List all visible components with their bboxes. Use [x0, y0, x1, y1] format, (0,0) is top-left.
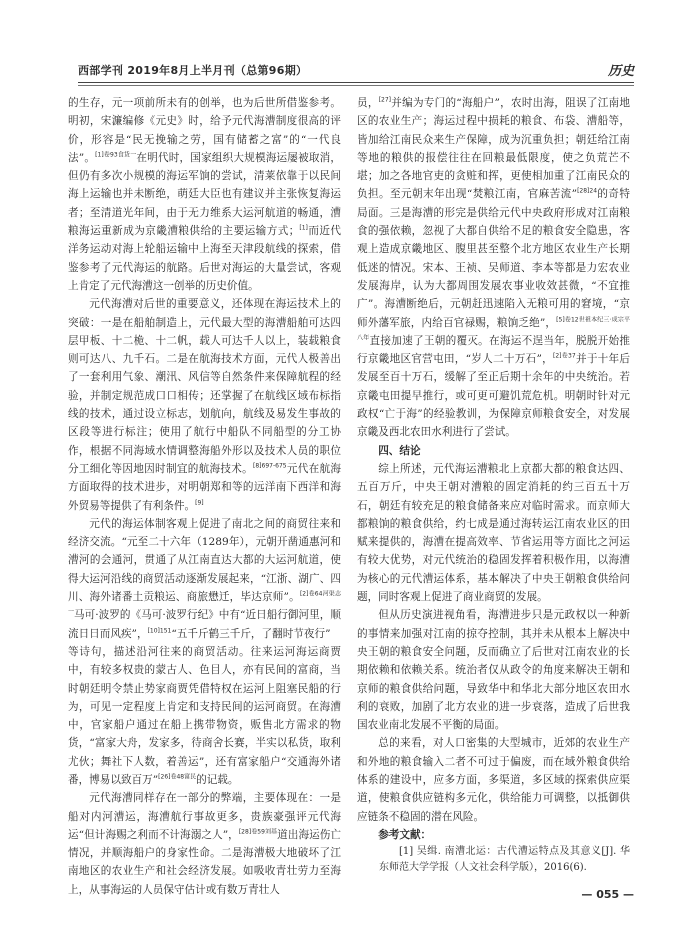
section-title: 历史 — [607, 64, 634, 79]
page-number: — 055 — — [581, 888, 634, 901]
paragraph: 综上所述，元代海运漕粮北上京都大都的粮食达四、五百万斤，中央王朝对漕粮的固定消耗的约三百五十万石，朝廷有较充足的粮食储备来应对临时需求。而京师大都粮饷的粮食供给，约七成是通过海转运江南农业区的田赋来提供的，海漕在提高效率、节省运用等方面比之河运有较大优势，对元代统治的稳固发挥着积极作用，以海漕为核心的元代漕运体系，基本解决了中央王朝粮食供给问题，同时客观上促进了商业商贸的发展。 — [357, 462, 630, 604]
paragraph: 元代海漕同样存在一部分的弊端，主要体现在：一是船对内河漕运，海漕航行事故更多，贵族豪强评元代海运“但计海赐之利而不计海溺之人”，$^{[28]卷59刘基}$道出海运伤亡情况，并顺海船户的身家性命。二是海漕极大地破坏了江南地区的农业生产和社会经济发展。如吸收青壮劳力至海上，从事海运的人员保守估计或有数万青壮人 — [68, 792, 342, 896]
paragraph: 元代的海运体制客观上促进了南北之间的商贸往来和经济交流。“元至二十六年（1289年），元朝开凿通惠河和漕河的会通河，贯通了从江南直达大都的大运河航道，使得大运河沿线的商贸活动逐渐发展起来，“江浙、湖广、四川、海外诸番土贡粮运、商旅懋迁，毕达京师”。$^{[2]卷64河渠志一}$马可·波罗的《马可·波罗行纪》中有“近日船行御河里，顺流日日而风疾”，$^{[10]151}$“五千斤鹤三千斤，了翻时节夜行” — [68, 517, 341, 640]
paragraph: 的生存，元一项前所未有的创举，也为后世所借鉴参考。明初，宋濂编修《元史》时，给予元代海漕制度很高的评价，形容是“民无挽输之劳，国有储蓄之富”的“一代良法”。$^{[1]卷93食货一}$在明代时，国家组织大规模海运屡被取消，但仍有多次小规模的海运军饷的尝试，清莱依靠于以民间海上运输也并未断绝，萌廷大臣也有建议并主张恢复海运者；至清道光年间，由于无力维系大运河航道的畅通，漕粮海运重新成为京畿漕粮供给的主要运输方式；[1]而近代洋务运动对海上轮船运输中上海至天津段航线的探索，借鉴参考了元代海运的航路。后世对海运的大量尝试，客观上肯定了元代海漕这一创举的历史价值。 — [68, 97, 342, 292]
section-heading: 四、结论 — [378, 444, 421, 457]
paragraph: 但从历史演进视角看，海漕进步只是元政权以一种新的事情来加强对江南的掠夺控制，其并未从根本上解决中央王朝的粮食安全问题，反而确立了后世对江南农业的长期依赖和依赖关系。统治者仅从政令的角度来解决王朝和京师的粮食供给问题，导致华中和华北大部分地区农田水利的衰败，加剧了北方农业的进一步衰落，造成了后世我国农业南北发展不平衡的局面。 — [357, 609, 630, 732]
paragraph: 等诗句，描述沿河往来的商贸活动。往来运河海运商贾中，有较多权贵的蒙古人、色目人，亦有民间的富商，当时朝廷明令禁止势家商贾凭借特权在运河上阻塞民船的行为，可见一定程度上肯定和支持民间的运河商贸。在海漕中，官家船户通过在船上携带物资，贩售北方需求的物货，“富家大舟，发家多，待商舍长赛，半实以私货，取利尤伙；舞社下人数，着善运”，还有富家船户“交通海外诸番，博易以致百万”$^{[26]卷48富民}$的记载。 — [68, 645, 341, 786]
paragraph: 总的来看，对人口密集的大型城市，近郊的农业生产和外地的粮食输入二者不可过于偏废，而在域外粮食供给体系的建设中，应多方面，多渠道，多区域的探索供应渠道，使粮食供应链构多元化，供给能力可调整，以抵御供应链条不稳固的潜在风险。 — [357, 737, 630, 823]
header-rule — [78, 82, 634, 83]
journal-title: 西部学刊 2019年8月上半月刊（总第96期） — [78, 64, 308, 77]
left-column — [68, 94, 341, 899]
header-rule-thin — [78, 85, 634, 86]
paragraph: 元代海漕对后世的重要意义，还体现在海运技术上的突破：一是在船舶制造上，元代最大型的海漕船舶可达四层甲板、十二桅、十二帆，载人可达千人以上，装载粮食则可达八、九千石。二是在航海技术方面，元代人极善出了一套利用气象、潮汛、风信等自然条件来保障航程的经验，并制定规范成口口相传；还掌握了在航线区域布标指线的技术，通过设立标志，划航向，航线及易发生事故的区段等进行标注；使用了航行中船队不同船型的分工协作，根据不同海域水情调整海船外形以及技术人员的职位分工细化等因地因时制宜的航海技术。$^{[8]697-675}$元代在航海方面取得的技术进步，对明朝郑和等的远洋南下西洋和海外贸易等提供了有利条件。[9] — [68, 298, 342, 512]
page-header — [78, 62, 634, 80]
reference-item: [1] 吴缉. 南漕北运：古代漕运特点及其意义[J]. 华东师范大学学报（人文社会科学版），2016(6). — [379, 846, 630, 874]
references-heading: 参考文献： — [378, 828, 432, 841]
right-column — [357, 94, 630, 876]
paragraph: 员，[27]并编为专门的“海船户”，农时出海，阻误了江南地区的农业生产；海运过程中损耗的粮食、布袋、漕船等，皆加给江南民众来生产保障，成为沉重负担；朝廷给江南等地的粮供的报偿往往在回粮最低限度，使之负荒芒不堪；加之各地官吏的贪赃和挥，更使相加重了江南民众的负担。至元朝末年出现“焚粮江南，官麻苦流”$^{[28]24}$的奇特局面。三是海漕的形完是供给元代中央政府形成对江南粮食的强依赖，忽视了大都自供给不足的粮食安全隐患，客观上造成京畿地区、腹里甚至整个北方地区农业生产长期低迷的情况。宋本、王祯、吴师道、李本等都是力宏农业发展海岸，认为大都周围发展农事业收效甚微，“不宜推广”。海漕断绝后，元朝赶迅速陷入无粮可用的窘境，“京师外藩军旅，内给百官禄赐，粮饷乏绝”，$^{[5]卷12世祖本纪三\cdot 成宗平八年}$直接加速了王朝的覆灭。在海运不逞当年，脱脱开始推行京畿地区官营屯田，“岁人二十万石”，$^{[2]卷37}$并于十年后发展至百十万石，缓解了至正后期十余年的中央统治。若京畿屯田提早推行，或可更可避饥荒危机。明朝时针对元政权“亡于海”的经验教训，为保障京师粮食安全，对发展京畿及西北农田水利进行了尝试。 — [357, 96, 630, 439]
